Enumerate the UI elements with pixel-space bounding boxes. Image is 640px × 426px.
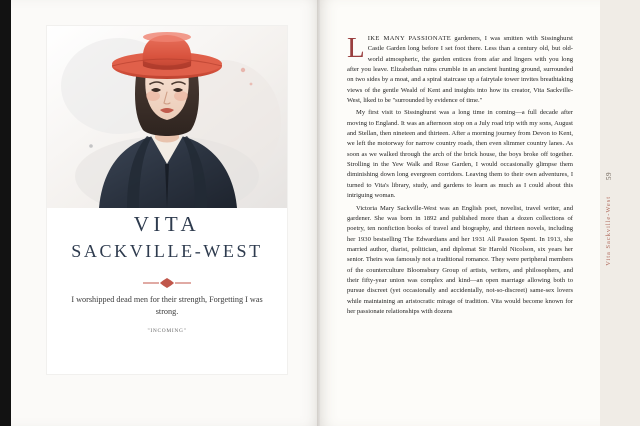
watercolor-portrait-woman-red-hat-icon [47, 26, 287, 208]
pull-quote-attribution: "INCOMING" [147, 327, 187, 334]
paragraph-1-text: gardeners, I was smitten with Sissinghurst Castle Garden long before I set foot there. Less than a century old, but old-world atmospheric, the garden entices from afar and lingers with you long after you leave. Elizabethan ruins crumble in an ancient hunting ground, surrounded on two sides by a moat, and a spiral staircase up a fairytale tower invites breathtaking views of the gentle Weald of Kent and insights into how its creator, Vita Sackville-West, liked to be "surrounded by evidence of time." [347, 35, 574, 105]
opening-small-caps: IKE MANY PASSIONATE [367, 35, 452, 42]
folio-number: 59 [605, 172, 613, 180]
title-first-name: VITA [133, 212, 201, 236]
illustration-frame [47, 26, 287, 374]
body-text-column [347, 34, 573, 394]
paragraph-3: Victoria Mary Sackville-West was an English poet, novelist, travel writer, and gardener. She was born in 1892 and published more than a dozen collections of poetry, ten nonfiction books of travel and biography, and thirteen novels, including her 1930 bestselling The Edwardians and her 1931 All Passion Spent. In 1913, she married author, diarist, politician, and diplomat Sir Harold Nicolson, six years her senior. Theirs was famously not a traditional romance. They were peripheral members of the counterculture Bloomsbury Group of artists, writers, and philosophers, and their fifty-year union was complex and kind—an open marriage allowing both to pursue discreet (yet occasionally and accidentally, not-so-discreet) same-sex lovers while maintaining an aristocratic mirage of tradition. Vita would become known for her passionate relationships with dozens [347, 204, 573, 315]
pull-quote [65, 294, 269, 334]
page-title [47, 212, 287, 295]
portrait-illustration [47, 26, 287, 208]
flourish-ornament-icon [141, 276, 193, 290]
right-page [320, 0, 629, 426]
paragraph-1 [347, 34, 573, 106]
drop-cap: L [347, 32, 365, 64]
title-surname: SACKVILLE-WEST [71, 241, 263, 262]
paragraph-2: My first visit to Sissinghurst was a long time in coming—a full decade after moving to England. It was an afternoon stop on a July road trip with my sons, August and Stellan, then nineteen and thirteen. After a morning journey from Devon to Kent, we left the motorway for narrow country roads, then even slimmer country lanes. As soon as we walked through the arch of the brick house, the boys broke off together. Strolling in the Yew Walk and Rose Garden, I would occasionally glimpse them diminishing down long evergreen corridors. Leaving them to their own adventures, I turned to Vita's library, study, and gardens to learn as much as I could about this intriguing woman. [347, 109, 573, 200]
pull-quote-text: I worshipped dead men for their strength, Forgetting I was strong. [71, 295, 263, 317]
left-page [11, 0, 320, 426]
folio-running-head: Vita Sackville-West [605, 196, 612, 266]
